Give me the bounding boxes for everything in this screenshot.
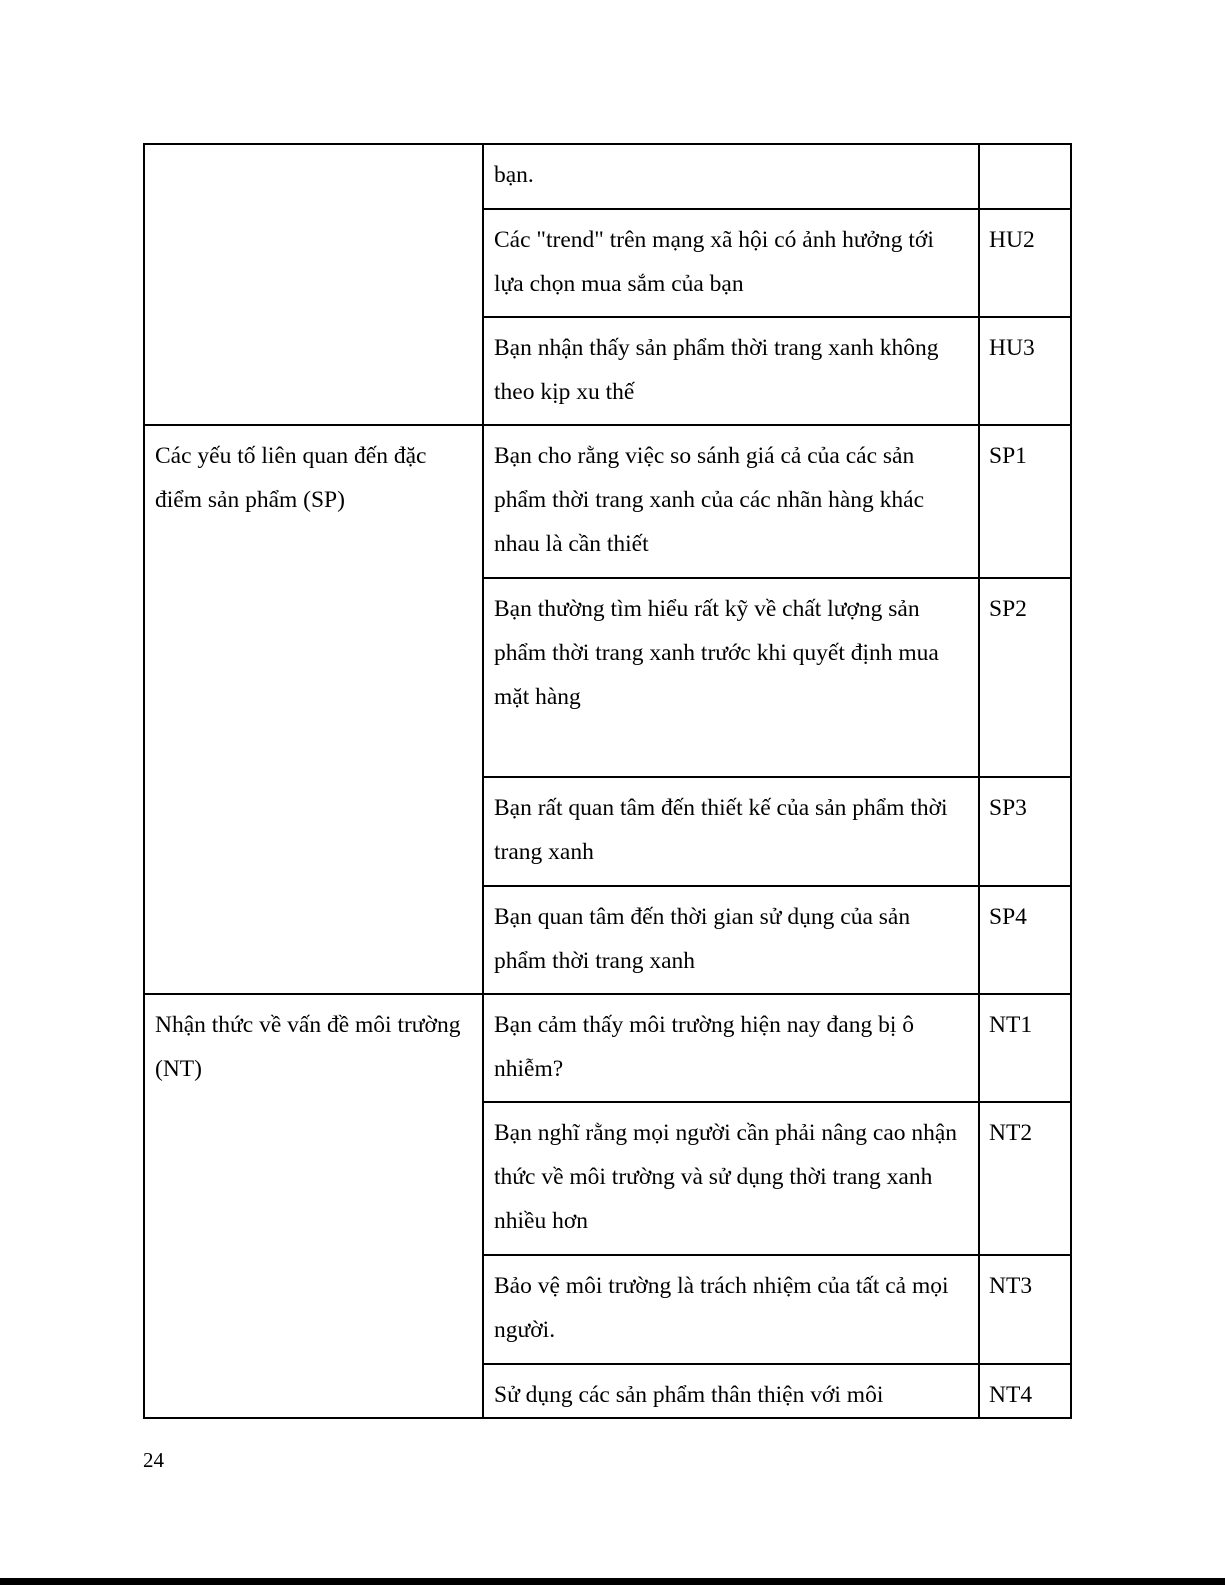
item-cell: Bạn nghĩ rằng mọi người cần phải nâng cao nhận thức về môi trường và sử dụng thời trang xanh nhiều hơn bbox=[483, 1102, 979, 1255]
code-cell: NT3 bbox=[979, 1255, 1071, 1364]
code-cell: SP4 bbox=[979, 886, 1071, 994]
item-cell: Các "trend" trên mạng xã hội có ảnh hưởng tới lựa chọn mua sắm của bạn bbox=[483, 209, 979, 317]
item-cell: Bạn rất quan tâm đến thiết kế của sản phẩm thời trang xanh bbox=[483, 777, 979, 886]
page-number: 24 bbox=[143, 1448, 164, 1472]
item-cell: Bạn nhận thấy sản phẩm thời trang xanh không theo kịp xu thế bbox=[483, 317, 979, 425]
code-cell: SP1 bbox=[979, 425, 1071, 578]
table-row bbox=[144, 425, 1071, 578]
bottom-edge-bar bbox=[0, 1578, 1225, 1585]
group-cell-nt: Nhận thức về vấn đề môi trường (NT) bbox=[144, 994, 483, 1418]
item-cell: Sử dụng các sản phẩm thân thiện với môi bbox=[483, 1364, 979, 1418]
code-cell: NT2 bbox=[979, 1102, 1071, 1255]
item-cell: Bạn quan tâm đến thời gian sử dụng của sản phẩm thời trang xanh bbox=[483, 886, 979, 994]
item-cell: Bảo vệ môi trường là trách nhiệm của tất cả mọi người. bbox=[483, 1255, 979, 1364]
item-cell: Bạn thường tìm hiểu rất kỹ về chất lượng sản phẩm thời trang xanh trước khi quyết định mua mặt hàng bbox=[483, 578, 979, 777]
group-cell-hu bbox=[144, 144, 483, 425]
code-cell: HU2 bbox=[979, 209, 1071, 317]
table-row bbox=[144, 144, 1071, 209]
item-cell: Bạn cho rằng việc so sánh giá cả của các sản phẩm thời trang xanh của các nhãn hàng khác nhau là cần thiết bbox=[483, 425, 979, 578]
group-cell-sp: Các yếu tố liên quan đến đặc điểm sản phẩm (SP) bbox=[144, 425, 483, 994]
code-cell bbox=[979, 144, 1071, 209]
table-row bbox=[144, 994, 1071, 1102]
code-cell: SP3 bbox=[979, 777, 1071, 886]
code-cell: NT4 bbox=[979, 1364, 1071, 1418]
code-cell: SP2 bbox=[979, 578, 1071, 777]
survey-items-table bbox=[143, 143, 1072, 1419]
item-cell: bạn. bbox=[483, 144, 979, 209]
code-cell: HU3 bbox=[979, 317, 1071, 425]
code-cell: NT1 bbox=[979, 994, 1071, 1102]
item-cell: Bạn cảm thấy môi trường hiện nay đang bị ô nhiễm? bbox=[483, 994, 979, 1102]
